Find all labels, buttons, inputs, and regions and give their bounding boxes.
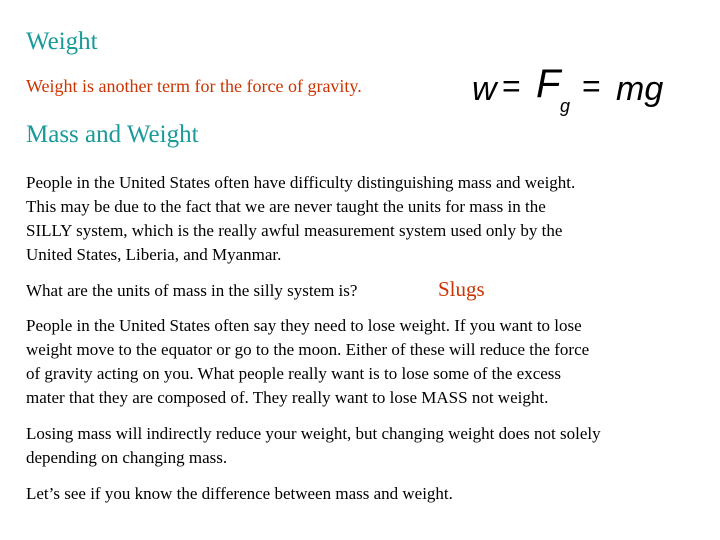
paragraph-2 xyxy=(26,314,716,410)
weight-formula xyxy=(472,58,692,118)
paragraph-1-line: United States, Liberia, and Myanmar. xyxy=(26,245,282,264)
paragraph-1-line: This may be due to the fact that we are never taught the units for mass in the xyxy=(26,197,546,216)
formula-mg: mg xyxy=(616,70,664,108)
paragraph-1-line: SILLY system, which is the really awful measurement system used only by the xyxy=(26,221,563,240)
formula-w: w xyxy=(472,70,497,108)
formula-subscript-g: g xyxy=(560,96,571,116)
paragraph-2-line: weight move to the equator or go to the moon. Either of these will reduce the force xyxy=(26,340,590,359)
paragraph-1-line: People in the United States often have difficulty distinguishing mass and weight. xyxy=(26,173,576,192)
paragraph-3-line: depending on changing mass. xyxy=(26,448,228,467)
paragraph-3-line: Losing mass will indirectly reduce your weight, but changing weight does not solely xyxy=(26,424,601,443)
formula-equals-2: = xyxy=(582,68,601,104)
closing-line: Let’s see if you know the difference between mass and weight. xyxy=(26,484,453,503)
paragraph-2-line: People in the United States often say they need to lose weight. If you want to lose xyxy=(26,316,582,335)
paragraph-2-line: mater that they are composed of. They really want to lose MASS not weight. xyxy=(26,388,549,407)
question-text: What are the units of mass in the silly system is? xyxy=(26,281,358,300)
paragraph-2-line: of gravity acting on you. What people really want is to lose some of the excess xyxy=(26,364,562,383)
mass-weight-title: Mass and Weight xyxy=(26,121,199,148)
formula-F: F xyxy=(536,62,561,106)
answer-text: Slugs xyxy=(438,277,485,301)
formula-equals-1: = xyxy=(502,68,521,104)
weight-title: Weight xyxy=(26,28,98,55)
paragraph-1 xyxy=(26,171,716,267)
weight-definition: Weight is another term for the force of gravity. xyxy=(26,76,362,96)
paragraph-3 xyxy=(26,422,716,470)
